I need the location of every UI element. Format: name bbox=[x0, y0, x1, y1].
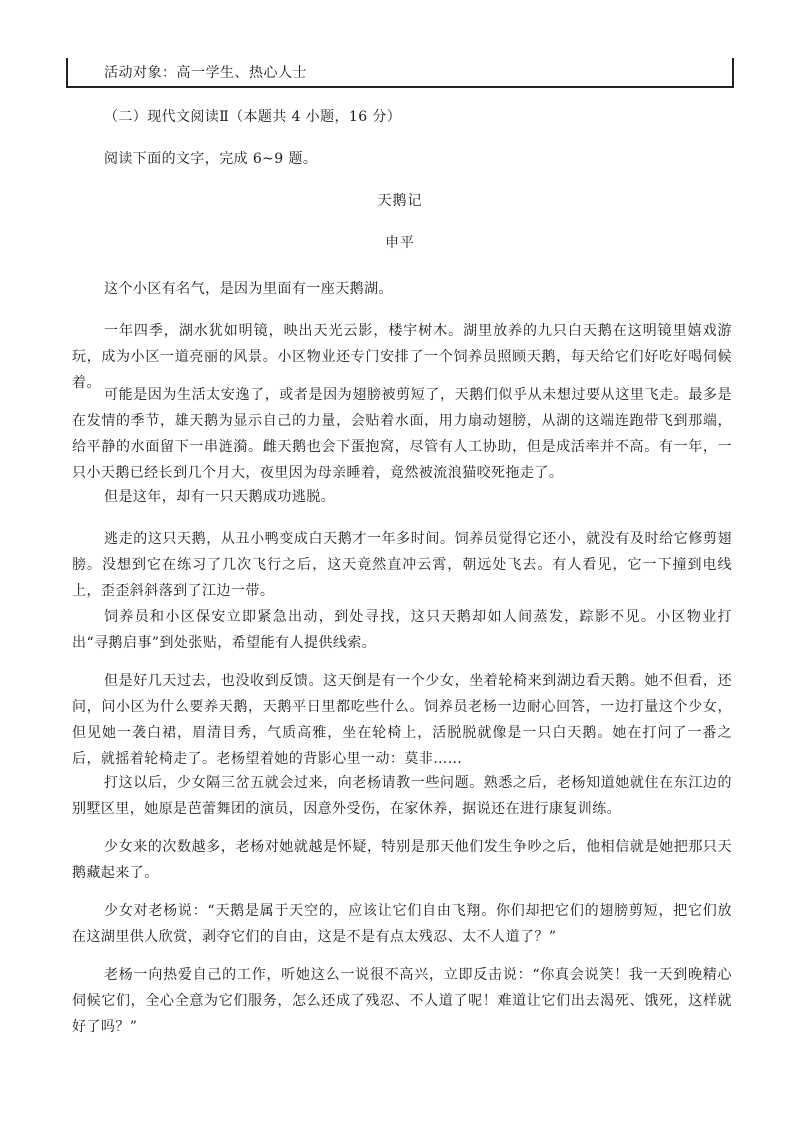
story-paragraph: 少女来的次数越多，老杨对她就越是怀疑，特别是那天他们发生争吵之后，他相信就是她把那只天鹅藏起来了。 bbox=[72, 839, 732, 881]
activity-target-text: 活动对象：高一学生、热心人士 bbox=[104, 65, 307, 81]
story-paragraph: 老杨一向热爱自己的工作，听她这么一说很不高兴，立即反击说：“你真会说笑！我一天到晚精心伺候它们，全心全意为它们服务，怎么还成了残忍、不人道了呢！难道让它们出去渴死、饿死，这样就好了吗？” bbox=[72, 967, 732, 1035]
story-paragraph: 打这以后，少女隔三岔五就会过来，向老杨请教一些问题。熟悉之后，老杨知道她就住在东江边的别墅区里，她原是芭蕾舞团的演员，因意外受伤，在家休养，据说还在进行康复训练。 bbox=[72, 775, 732, 817]
story-paragraph: 可能是因为生活太安逸了，或者是因为翅膀被剪短了，天鹅们似乎从未想过要从这里飞走。最多是在发情的季节，雄天鹅为显示自己的力量，会贴着水面，用力扇动翅膀，从湖的这端连跑带飞到那端，给平静的水面留下一串涟漪。雌天鹅也会下蛋抱窝，尽管有人工协助，但是成活率并不高。有一年，一只小天鹅已经长到几个月大，夜里因为母亲睡着，竟然被流浪猫咬死拖走了。 bbox=[72, 387, 732, 481]
story-paragraph: 逃走的这只天鹅，从丑小鸭变成白天鹅才一年多时间。饲养员觉得它还小，就没有及时给它修剪翅膀。没想到它在练习了几次飞行之后，这天竟然直冲云霄，朝远处飞去。有人看见，它一下撞到电线上，歪歪斜斜落到了江边一带。 bbox=[72, 531, 732, 599]
story-paragraph: 但是好几天过去，也没收到反馈。这天倒是有一个少女，坐着轮椅来到湖边看天鹅。她不但看，还问，问小区为什么要养天鹅，天鹅平日里都吃些什么。饲养员老杨一边耐心回答，一边打量这个少女，但见她一袭白裙，眉清目秀，气质高雅，坐在轮椅上，活脱脱就像是一只白天鹅。她在打问了一番之后，就摇着轮椅走了。老杨望着她的背影心里一动：莫非…… bbox=[72, 673, 732, 767]
story-paragraph: 但是这年，却有一只天鹅成功逃脱。 bbox=[104, 489, 336, 505]
section-heading: （二）现代文阅读Ⅱ（本题共 4 小题，16 分） bbox=[104, 109, 402, 125]
story-paragraph: 一年四季，湖水犹如明镜，映出天光云影，楼宇树木。湖里放养的九只白天鹅在这明镜里嬉戏游玩，成为小区一道亮丽的风景。小区物业还专门安排了一个饲养员照顾天鹅，每天给它们好吃好喝伺候着。 bbox=[72, 323, 732, 391]
story-paragraph: 少女对老杨说：“天鹅是属于天空的，应该让它们自由飞翔。你们却把它们的翅膀剪短，把它们放在这湖里供人欣赏，剥夺它们的自由，这是不是有点太残忍、太不人道了？” bbox=[72, 903, 732, 945]
story-paragraph: 饲养员和小区保安立即紧急出动，到处寻找，这只天鹅却如人间蒸发，踪影不见。小区物业打出“寻鹅启事”到处张贴，希望能有人提供线索。 bbox=[72, 609, 732, 651]
story-title: 天鹅记 bbox=[377, 193, 423, 209]
story-author: 申平 bbox=[385, 235, 415, 251]
activity-target-box bbox=[66, 58, 734, 88]
story-paragraph: 这个小区有名气，是因为里面有一座天鹅湖。 bbox=[104, 281, 393, 297]
reading-instruction: 阅读下面的文字，完成 6~9 题。 bbox=[104, 151, 318, 167]
